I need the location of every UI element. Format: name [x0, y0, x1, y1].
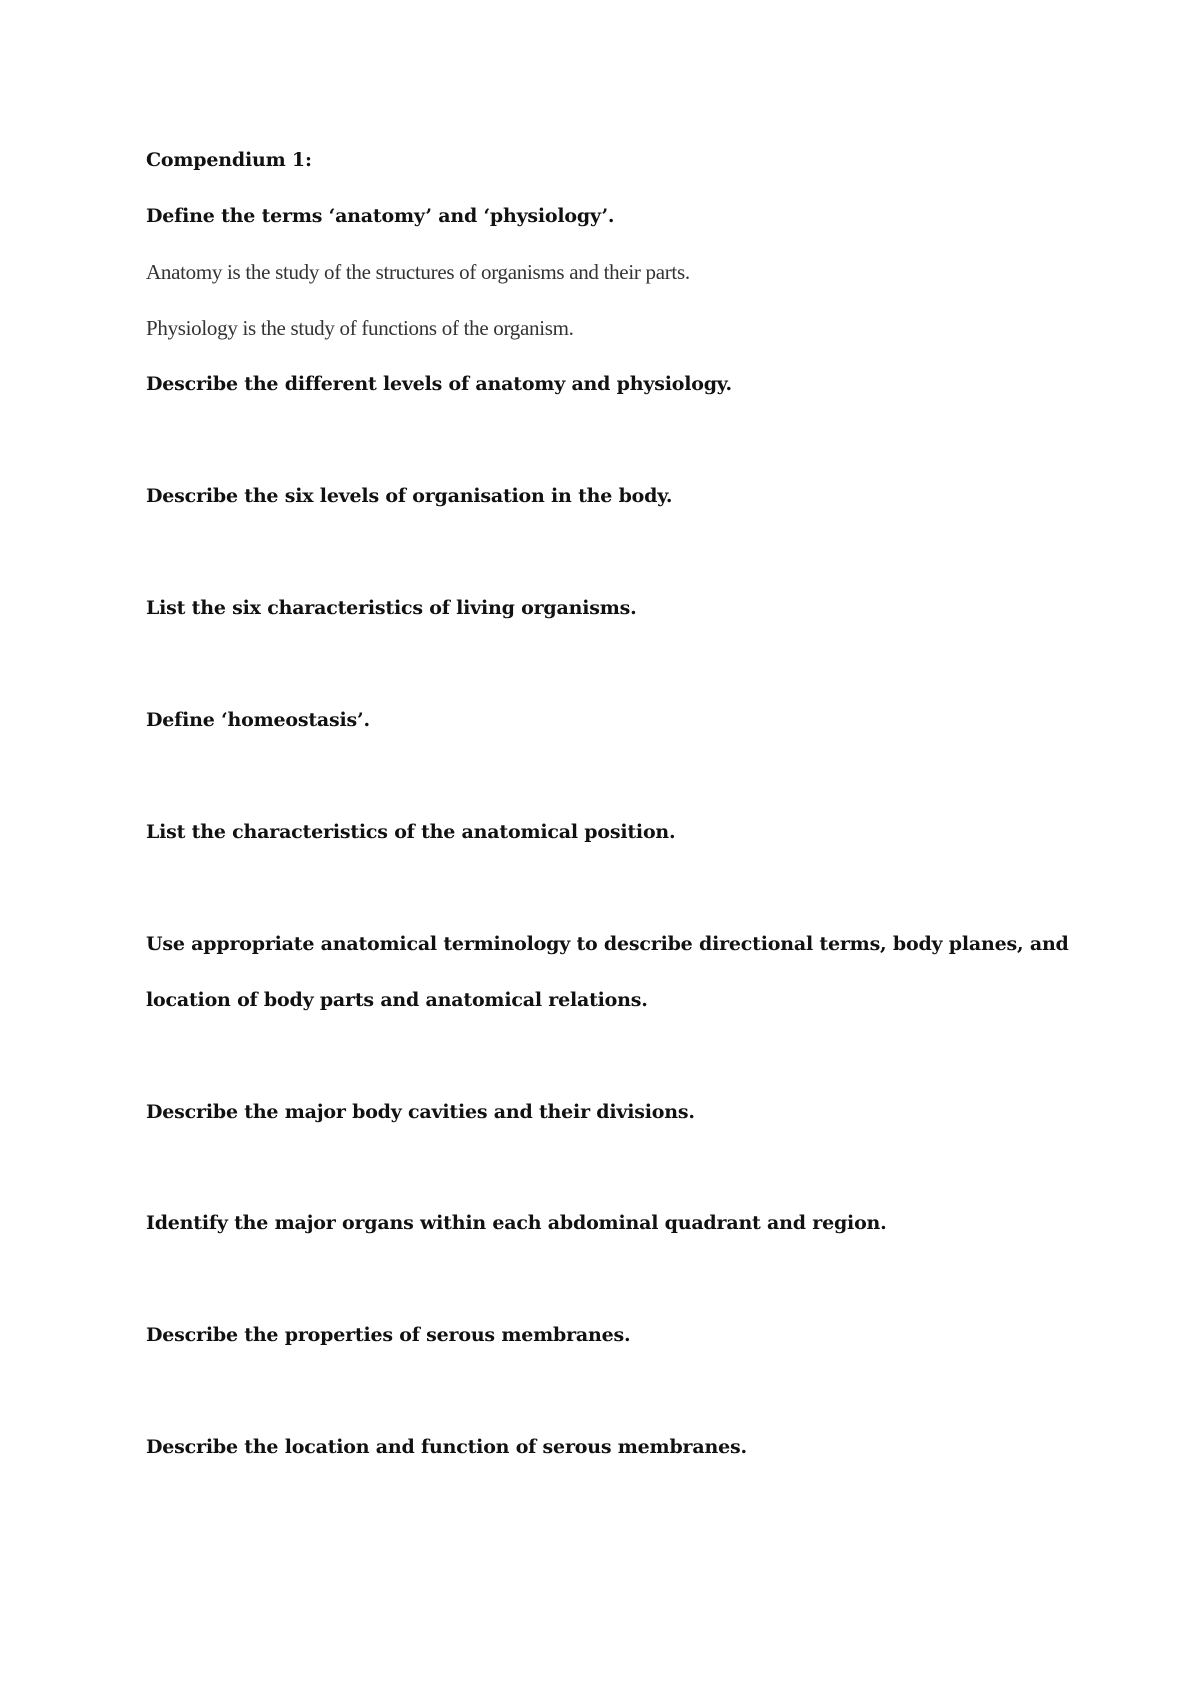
- question-abdominal-quadrants: Identify the major organs within each abdominal quadrant and region.: [146, 1212, 887, 1234]
- question-terminology-line-1: Use appropriate anatomical terminology to describe directional terms, body planes, and: [146, 933, 1069, 955]
- answer-anatomy: Anatomy is the study of the structures of organisms and their parts.: [146, 260, 690, 284]
- answer-physiology: Physiology is the study of functions of the organism.: [146, 316, 574, 340]
- question-define-anatomy-physiology: Define the terms ‘anatomy’ and ‘physiology’.: [146, 205, 615, 227]
- question-body-cavities: Describe the major body cavities and their divisions.: [146, 1101, 695, 1123]
- question-levels-anatomy-physiology: Describe the different levels of anatomy and physiology.: [146, 373, 732, 395]
- question-serous-membrane-location-function: Describe the location and function of serous membranes.: [146, 1436, 747, 1458]
- question-six-levels-organisation: Describe the six levels of organisation in the body.: [146, 485, 673, 507]
- question-define-homeostasis: Define ‘homeostasis’.: [146, 709, 370, 731]
- question-characteristics-living-organisms: List the six characteristics of living organisms.: [146, 597, 637, 619]
- question-terminology-line-2: location of body parts and anatomical relations.: [146, 989, 648, 1011]
- document-title: Compendium 1:: [146, 149, 312, 171]
- question-serous-membrane-properties: Describe the properties of serous membranes.: [146, 1324, 631, 1346]
- question-anatomical-position: List the characteristics of the anatomical position.: [146, 821, 676, 843]
